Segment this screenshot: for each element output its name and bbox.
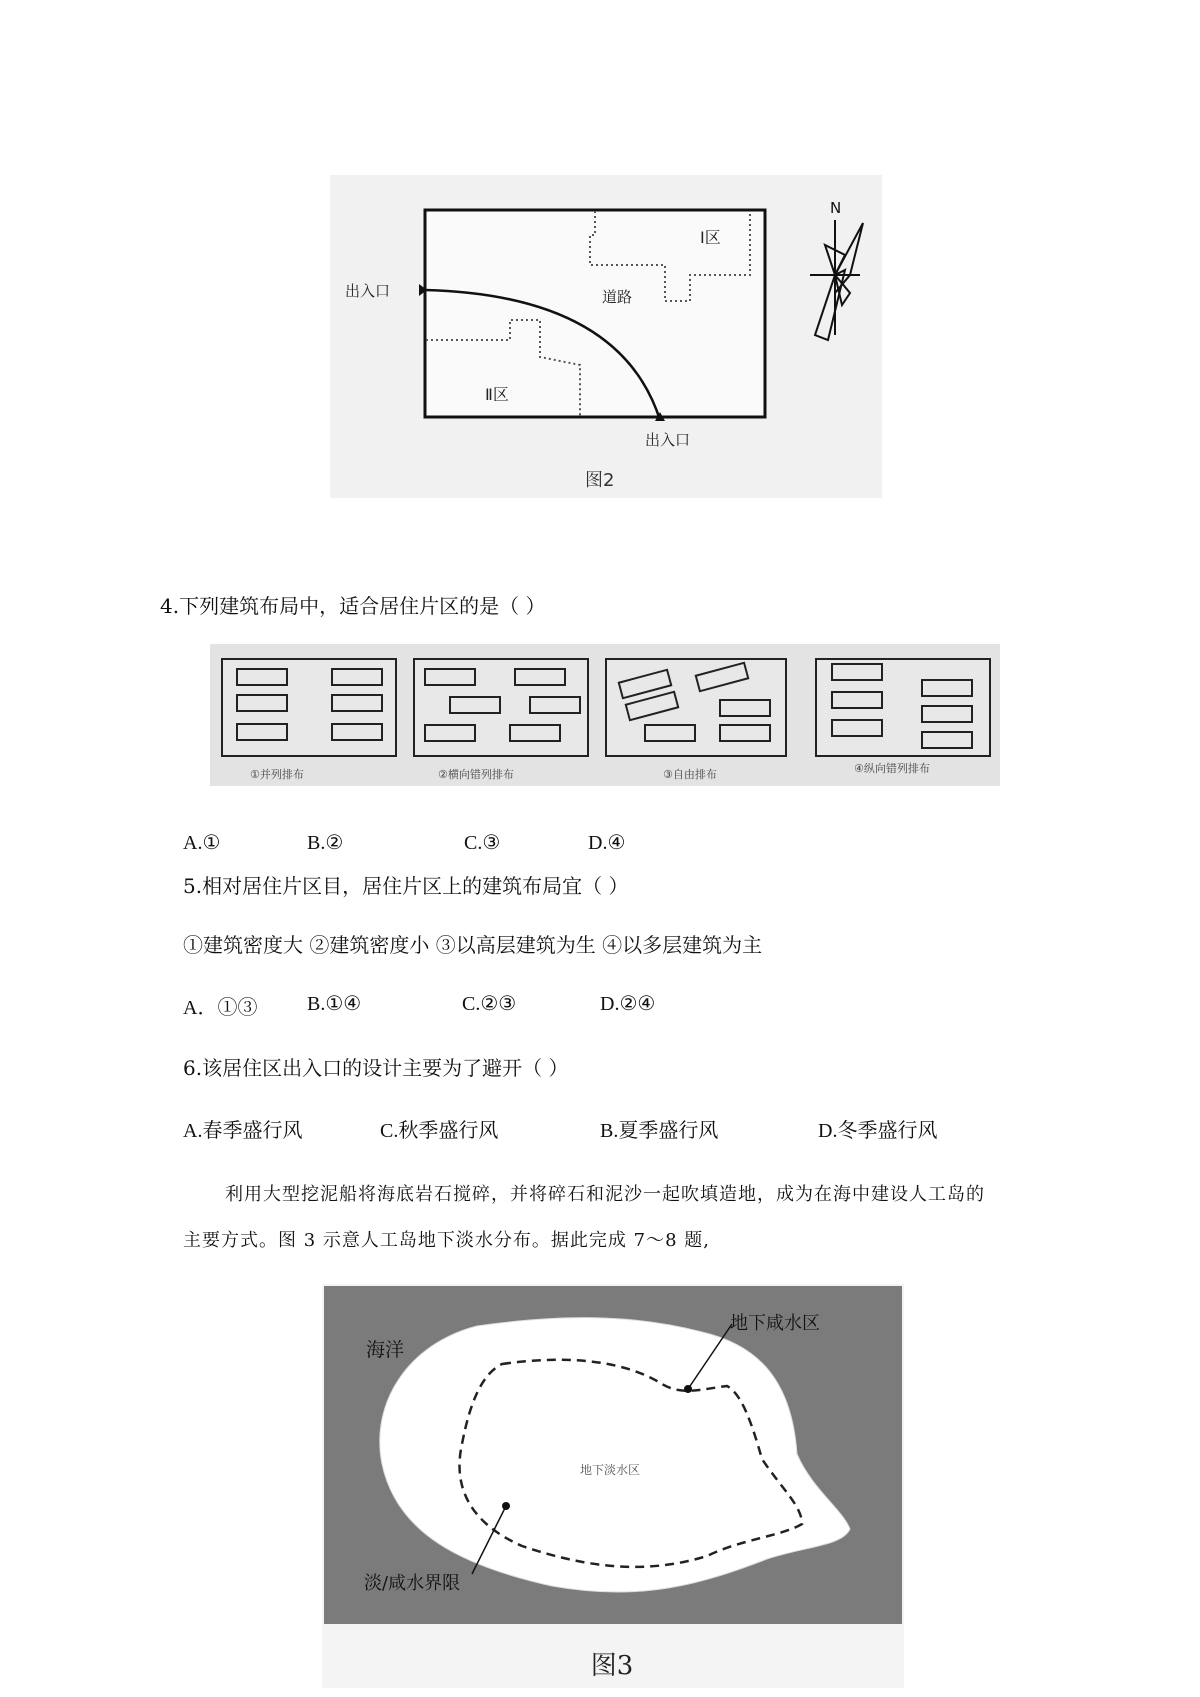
q5-option-b[interactable]: B.①④ [307,993,362,1015]
q6-option-b[interactable]: B.夏季盛行风 [600,1120,719,1142]
north-label: N [830,199,842,217]
zone-1-label: Ⅰ区 [700,228,721,247]
q4-option-b[interactable]: B.② [307,832,344,854]
q4-option-d[interactable]: D.④ [588,832,626,854]
q6-option-c[interactable]: C.秋季盛行风 [380,1120,499,1142]
layout-3-label: ③自由排布 [663,768,717,781]
question-4: 4.下列建筑布局中，适合居住片区的是（ ） [160,594,546,618]
freshwater-label: 地下淡水区 [580,1463,641,1477]
zone-2-label: Ⅱ区 [485,385,509,404]
q4-option-a[interactable]: A.① [183,832,221,854]
passage-line-1: 利用大型挖泥船将海底岩石搅碎，并将碎石和泥沙一起吹填造地，成为在海中建设人工岛的 [225,1184,985,1205]
q4-option-c[interactable]: C.③ [464,832,501,854]
figure-2-caption: 图2 [585,470,615,491]
figure-2 [330,175,882,498]
road-label: 道路 [602,288,633,306]
q5-statements: ①建筑密度大 ②建筑密度小 ③以高层建筑为生 ④以多层建筑为主 [183,933,763,957]
q5-option-a[interactable]: A．①③ [183,997,258,1019]
figure-3 [322,1284,904,1688]
entrance-south-label: 出入口 [645,431,691,449]
layout-2-label: ②横向错列排布 [438,768,514,781]
q5-option-d[interactable]: D.②④ [600,993,656,1015]
entrance-west-label: 出入口 [345,282,391,300]
q5-option-c[interactable]: C.②③ [462,993,517,1015]
q6-option-d[interactable]: D.冬季盛行风 [818,1120,938,1142]
layout-4-label: ④纵向错列排布 [854,762,930,775]
question-6: 6.该居住区出入口的设计主要为了避开（ ） [183,1056,569,1080]
layout-diagram [210,644,1000,786]
figure-3-caption: 图3 [590,1651,634,1681]
saltwater-label: 地下咸水区 [730,1313,820,1334]
question-5: 5.相对居住片区目，居住片区上的建筑布局宜（ ） [183,874,629,898]
layout-1-label: ①并列排布 [250,768,304,781]
passage-line-2: 主要方式。图 3 示意人工岛地下淡水分布。据此完成 7～8 题, [183,1230,710,1251]
q6-option-a[interactable]: A.春季盛行风 [183,1120,303,1142]
boundary-label: 淡/咸水界限 [364,1573,461,1594]
ocean-label: 海洋 [366,1339,405,1361]
